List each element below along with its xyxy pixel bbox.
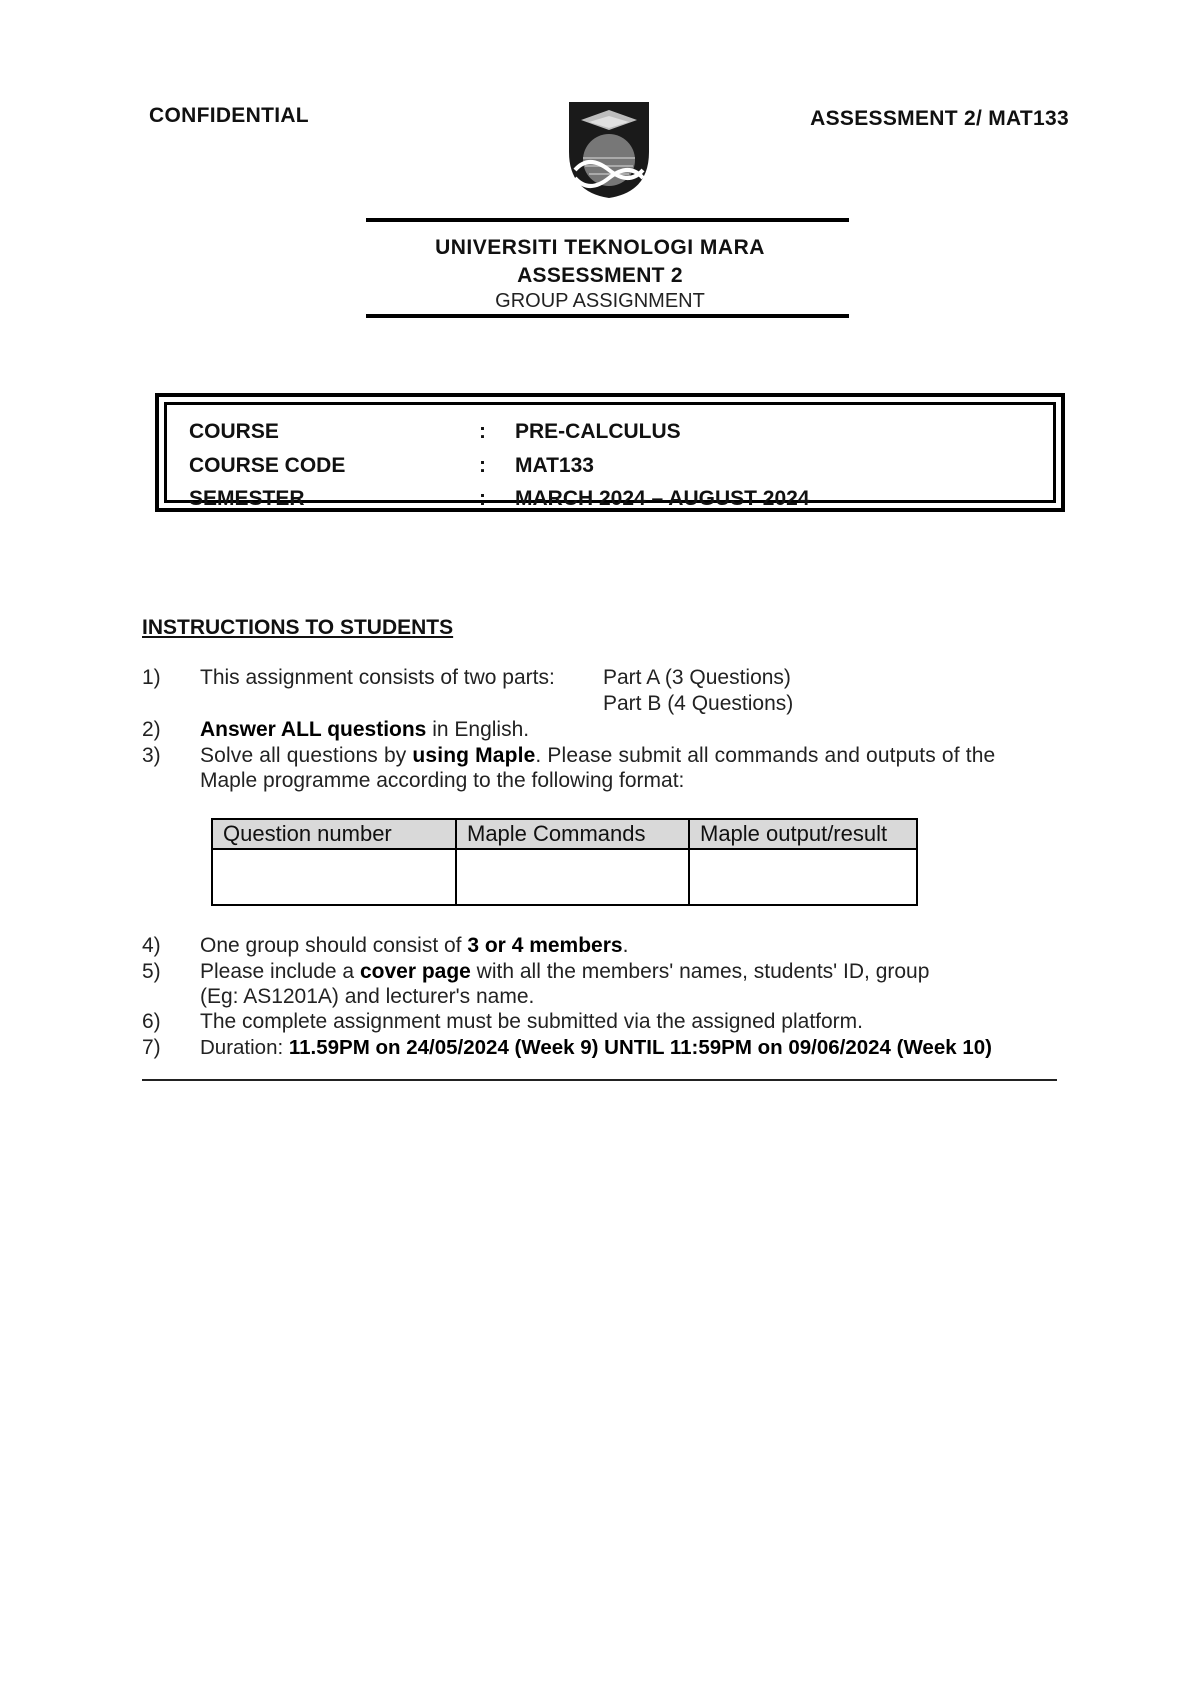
format-header-maple-output: Maple output/result [689,819,917,849]
instruction-1-text: This assignment consists of two parts: [200,666,555,689]
course-separator: : [479,420,486,443]
maple-format-table [211,818,918,906]
instruction-5-pre: Please include a [200,960,360,983]
instruction-5-line2: (Eg: AS1201A) and lecturer's name. [200,985,535,1008]
course-value: PRE-CALCULUS [515,420,681,443]
format-header-maple-commands: Maple Commands [456,819,689,849]
instruction-5-text [200,960,929,984]
course-code-separator: : [479,454,486,477]
university-crest-icon [567,100,651,200]
instruction-4-bold: 3 or 4 members [467,934,623,957]
assessment-code-label: ASSESSMENT 2/ MAT133 [810,107,1069,130]
title-top-rule [366,218,849,222]
bottom-separator-rule [142,1079,1057,1081]
course-info-box [155,393,1065,512]
instruction-4-pre: One group should consist of [200,934,468,957]
format-cell-empty [689,849,917,905]
part-b-label: Part B (4 Questions) [603,692,794,715]
instructions-heading: INSTRUCTIONS TO STUDENTS [142,616,454,639]
instruction-3-bold: using Maple [412,744,536,767]
instruction-4-text [200,934,628,958]
instruction-7-bold: 11.59PM on 24/05/2024 (Week 9) UNTIL 11:59PM on 09/06/2024 (Week 10) [288,1036,992,1059]
course-label: COURSE [189,420,279,443]
instruction-3-rest: . Please submit all commands and outputs of the [535,744,996,767]
instruction-2-bold: Answer ALL questions [200,718,427,741]
instruction-2-text [200,718,529,742]
instruction-3-line2: Maple programme according to the following format: [200,769,685,792]
semester-value: MARCH 2024 – AUGUST 2024 [515,487,810,510]
semester-label: SEMESTER [189,487,305,510]
instruction-7-pre: Duration: [200,1036,289,1059]
instruction-1-number: 1) [142,666,161,689]
instruction-2-number: 2) [142,718,161,741]
assessment-type: GROUP ASSIGNMENT [495,290,705,312]
instruction-7-number: 7) [142,1036,161,1059]
instruction-4-number: 4) [142,934,161,957]
format-cell-empty [212,849,456,905]
instruction-7-text [200,1036,992,1060]
instruction-6-text: The complete assignment must be submitted via the assigned platform. [200,1010,863,1033]
instruction-3-number: 3) [142,744,161,767]
instruction-3-pre: Solve all questions by [200,744,413,767]
format-header-question-number: Question number [212,819,456,849]
title-bottom-rule [366,314,849,318]
instruction-6-number: 6) [142,1010,161,1033]
assessment-title: ASSESSMENT 2 [517,264,683,287]
university-name: UNIVERSITI TEKNOLOGI MARA [435,236,765,259]
course-code-label: COURSE CODE [189,454,346,477]
instruction-4-rest: . [622,934,629,957]
format-cell-empty [456,849,689,905]
confidential-label: CONFIDENTIAL [149,104,309,127]
part-a-label: Part A (3 Questions) [603,666,791,689]
instruction-2-rest: in English. [426,718,530,741]
course-code-value: MAT133 [515,454,594,477]
instruction-5-number: 5) [142,960,161,983]
instruction-3-text [200,744,995,768]
instruction-5-bold: cover page [359,960,471,983]
instruction-5-rest: with all the members' names, students' ID, group [470,960,930,983]
semester-separator: : [479,487,486,510]
